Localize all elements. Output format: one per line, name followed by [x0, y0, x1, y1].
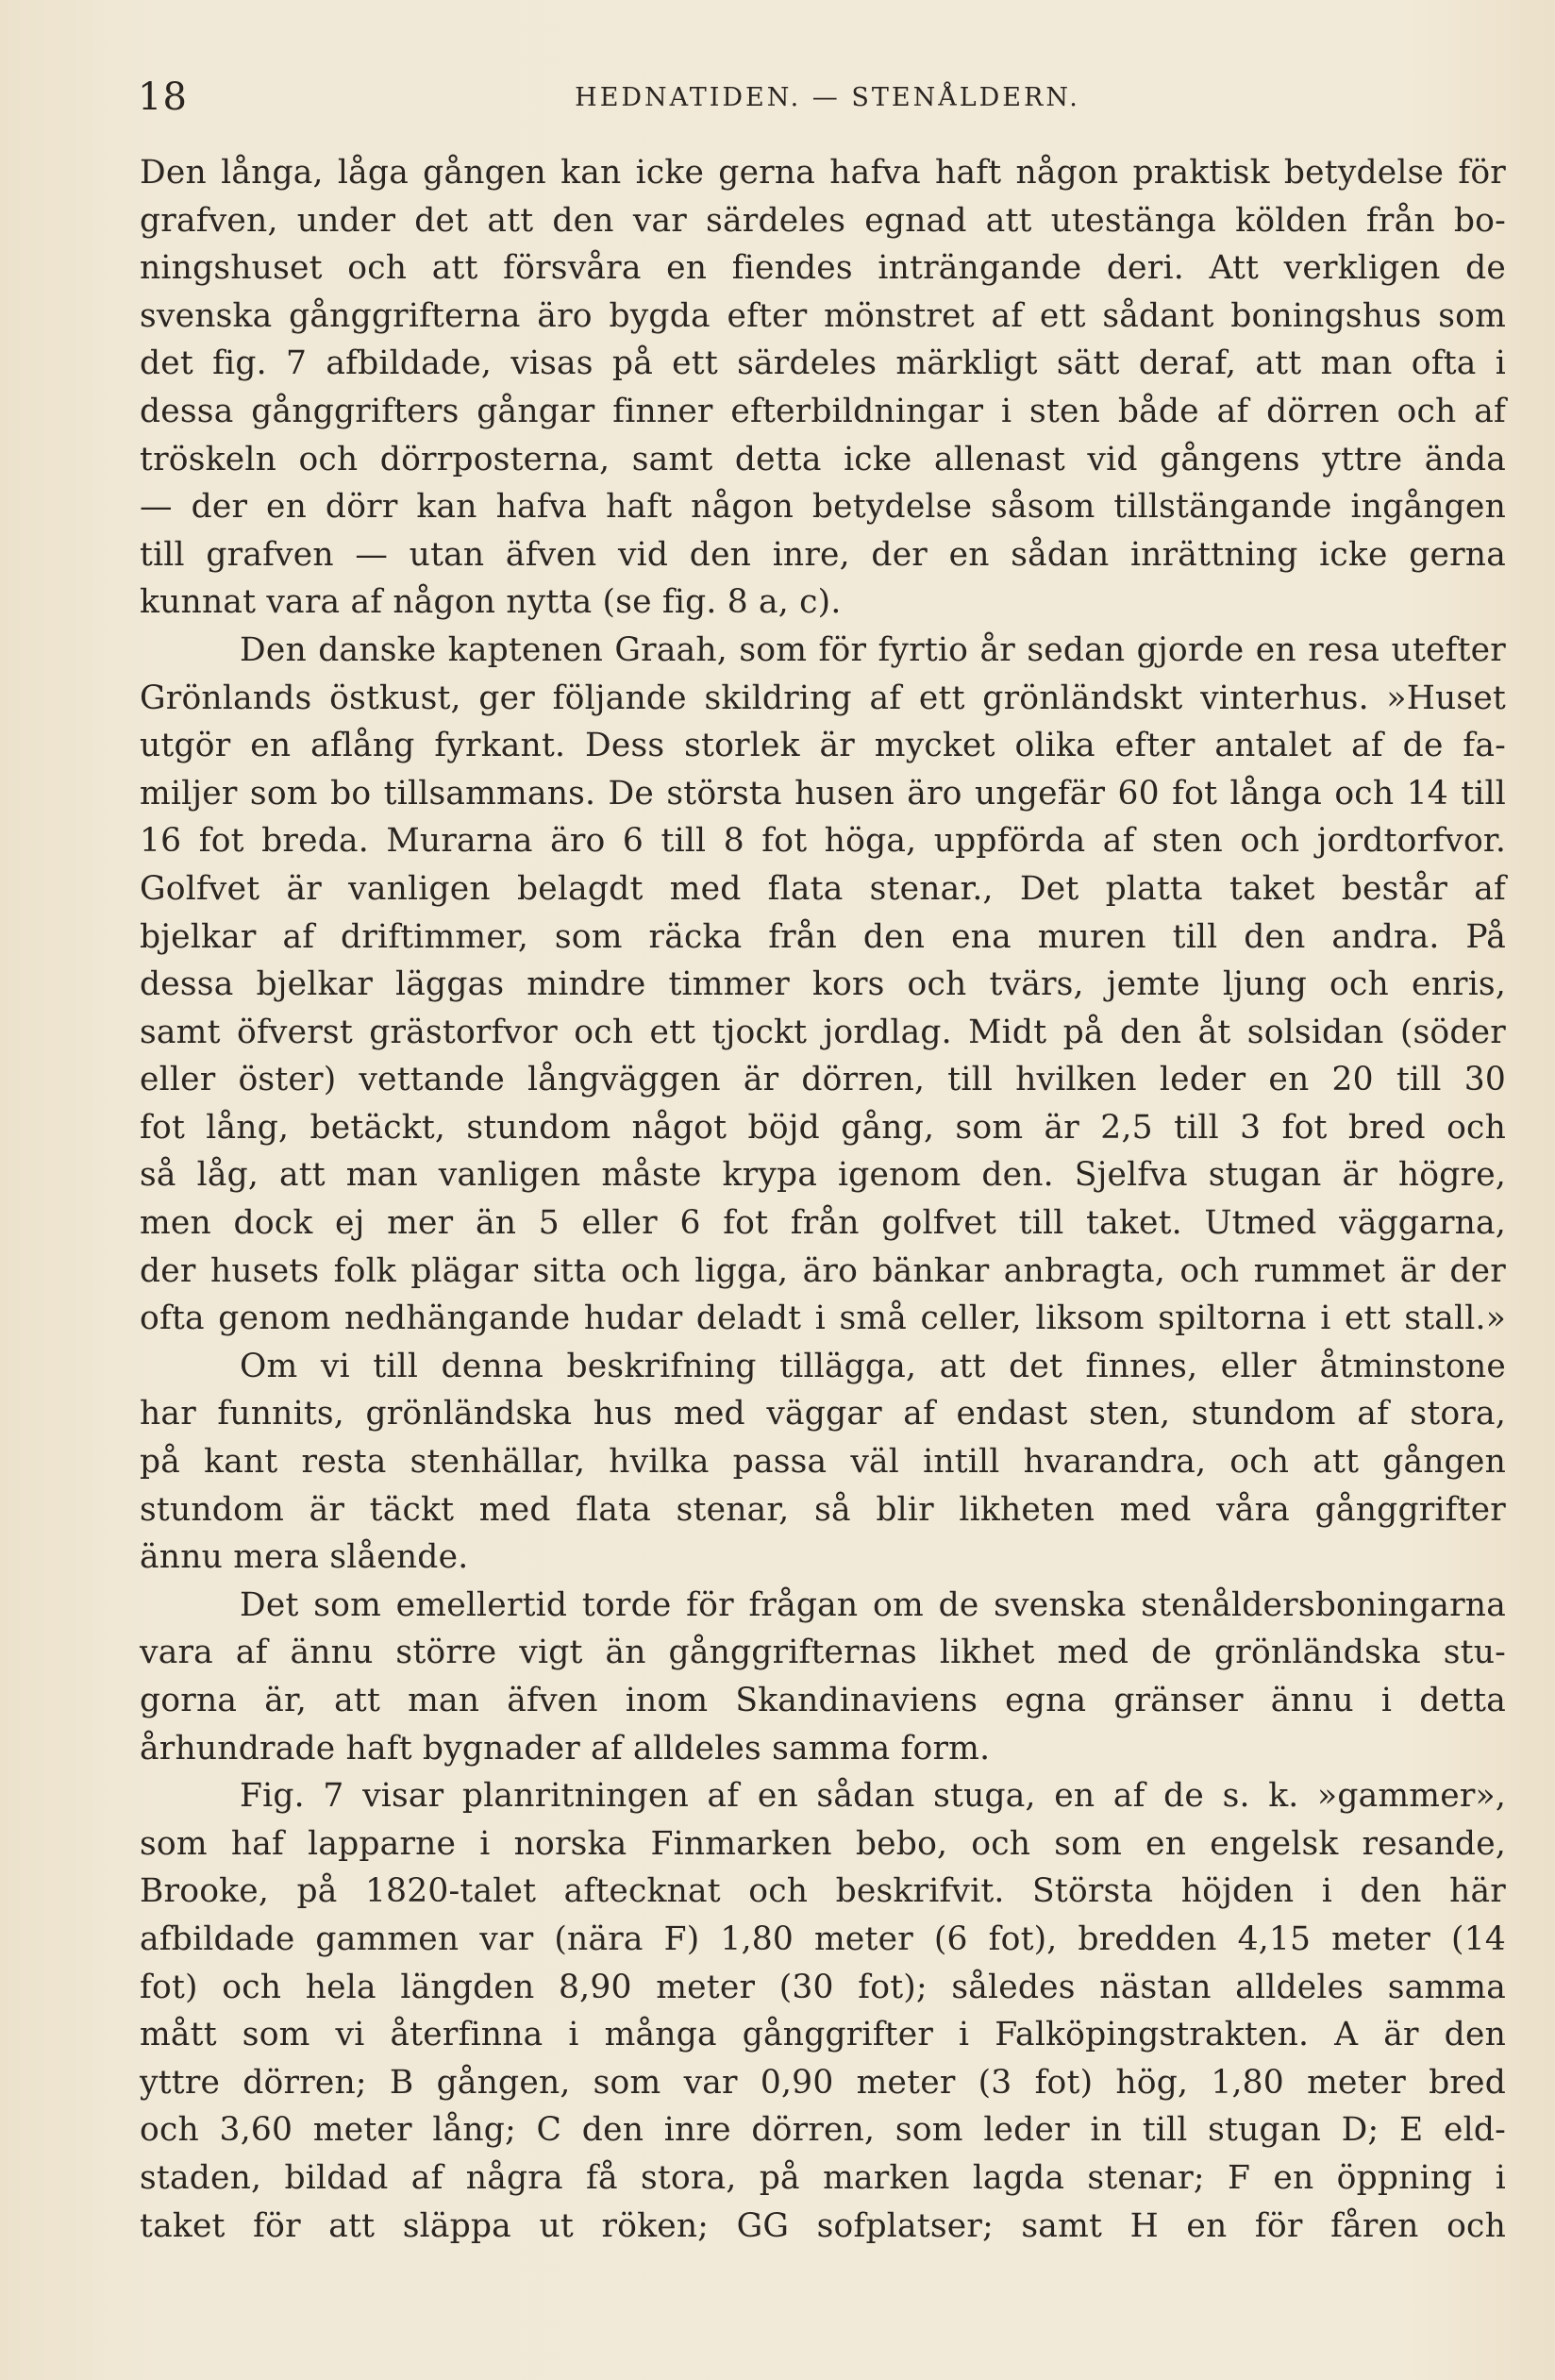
text-line: 16 fot breda. Murarna äro 6 till 8 fot höga, uppförda af sten och jordtorfvor. — [140, 822, 1506, 861]
text-line: afbildade gammen var (nära F) 1,80 meter (6 fot), bredden 4,15 meter (14 — [140, 1919, 1506, 1958]
text-line: århundrade haft bygnader af alldeles samma form. — [140, 1729, 991, 1768]
page-number: 18 — [138, 75, 188, 119]
text-line: Det som emellertid torde för frågan om de svenska stenåldersboningarna — [240, 1585, 1506, 1624]
text-line: Den danske kaptenen Graah, som för fyrtio år sedan gjorde en resa utefter — [240, 630, 1506, 669]
text-line: och 3,60 meter lång; C den inre dörren, som leder in till stugan D; E eld- — [140, 2111, 1506, 2150]
text-line: Grönlands östkust, ger följande skildring af ett grönländskt vinterhus. »Huset — [140, 679, 1506, 717]
text-line: mått som vi återfinna i många gånggrifter i Falköpingstrakten. A är den — [140, 2016, 1506, 2054]
text-line: eller öster) vettande långväggen är dörren, till hvilken leder en 20 till 30 — [140, 1061, 1506, 1099]
text-line: som haf lapparne i norska Finmarken bebo, och som en engelsk resande, — [140, 1824, 1506, 1863]
text-line: — der en dörr kan hafva haft någon betydelse såsom tillstängande ingången — [140, 488, 1506, 527]
text-line: Golfvet är vanligen belagdt med flata stenar., Det platta taket består af — [140, 869, 1506, 908]
text-line: ningshuset och att försvåra en fiendes inträngande deri. Att verkligen de — [140, 249, 1506, 288]
text-line: fot) och hela längden 8,90 meter (30 fot); således nästan alldeles samma — [140, 1968, 1506, 2006]
text-line: Fig. 7 visar planritningen af en sådan stuga, en af de s. k. »gammer», — [240, 1777, 1506, 1816]
text-line: miljer som bo tillsammans. De största husen äro ungefär 60 fot långa och 14 till — [140, 774, 1506, 813]
text-line: yttre dörren; B gången, som var 0,90 meter (3 fot) hög, 1,80 meter bred — [140, 2063, 1506, 2102]
text-line: men dock ej mer än 5 eller 6 fot från golfvet till taket. Utmed väggarna, — [140, 1204, 1506, 1243]
text-line: Om vi till denna beskrifning tillägga, att det finnes, eller åtminstone — [240, 1347, 1506, 1385]
text-line: utgör en aflång fyrkant. Dess storlek är mycket olika efter antalet af de fa- — [140, 727, 1506, 765]
text-line: gorna är, att man äfven inom Skandinaviens egna gränser ännu i detta — [140, 1682, 1506, 1719]
text-line: vara af ännu större vigt än gånggrifternas likhet med de grönländska stu- — [140, 1634, 1506, 1672]
text-line: staden, bildad af några få stora, på marken lagda stenar; F en öppning i — [140, 2158, 1506, 2197]
text-line: der husets folk plägar sitta och ligga, äro bänkar anbragta, och rummet är der — [140, 1251, 1506, 1290]
text-line: taket för att släppa ut röken; GG sofplatser; samt H en för fåren och — [140, 2206, 1506, 2245]
text-line: det fig. 7 afbildade, visas på ett särdeles märkligt sätt deraf, att man ofta i — [140, 344, 1506, 383]
text-line: fot lång, betäckt, stundom något böjd gång, som är 2,5 till 3 fot bred och — [140, 1108, 1506, 1147]
text-line: till grafven — utan äfven vid den inre, der en sådan inrättning icke gerna — [140, 535, 1506, 574]
text-line: samt öfverst grästorfvor och ett tjockt jordlag. Midt på den åt solsidan (söder — [140, 1013, 1506, 1051]
text-line: så låg, att man vanligen måste krypa igenom den. Sjelfva stugan är högre, — [140, 1156, 1506, 1195]
text-line: Brooke, på 1820-talet aftecknat och beskrifvit. Största höjden i den här — [140, 1872, 1506, 1911]
page-header — [138, 74, 1508, 121]
text-line: har funnits, grönländska hus med väggar af endast sten, stundom af stora, — [140, 1395, 1506, 1433]
text-line: stundom är täckt med flata stenar, så blir likheten med våra gånggrifter — [140, 1490, 1506, 1529]
text-line: bjelkar af driftimmer, som räcka från den ena muren till den andra. På — [140, 917, 1506, 956]
text-line: svenska gånggrifterna äro bygda efter mönstret af ett sådant boningshus som — [140, 296, 1506, 335]
text-line: på kant resta stenhällar, hvilka passa väl intill hvarandra, och att gången — [140, 1443, 1506, 1482]
text-line: ofta genom nedhängande hudar deladt i små celler, liksom spiltorna i ett stall.» — [140, 1299, 1506, 1338]
text-line: Den långa, låga gången kan icke gerna hafva haft någon praktisk betydelse för — [140, 154, 1506, 192]
text-line: kunnat vara af någon nytta (se fig. 8 a, c). — [140, 583, 842, 622]
text-line: tröskeln och dörrposterna, samt detta icke allenast vid gångens yttre ända — [140, 440, 1506, 478]
text-line: dessa bjelkar läggas mindre timmer kors och tvärs, jemte ljung och enris, — [140, 965, 1506, 1004]
body-text — [140, 149, 1506, 2250]
text-line: grafven, under det att den var särdeles egnad att utestänga kölden från bo- — [140, 201, 1506, 240]
text-line: ännu mera slående. — [140, 1538, 469, 1577]
running-head: HEDNATIDEN. — STENÅLDERN. — [575, 83, 1080, 112]
text-line: dessa gånggrifters gångar finner efterbildningar i sten både af dörren och af — [140, 392, 1506, 430]
